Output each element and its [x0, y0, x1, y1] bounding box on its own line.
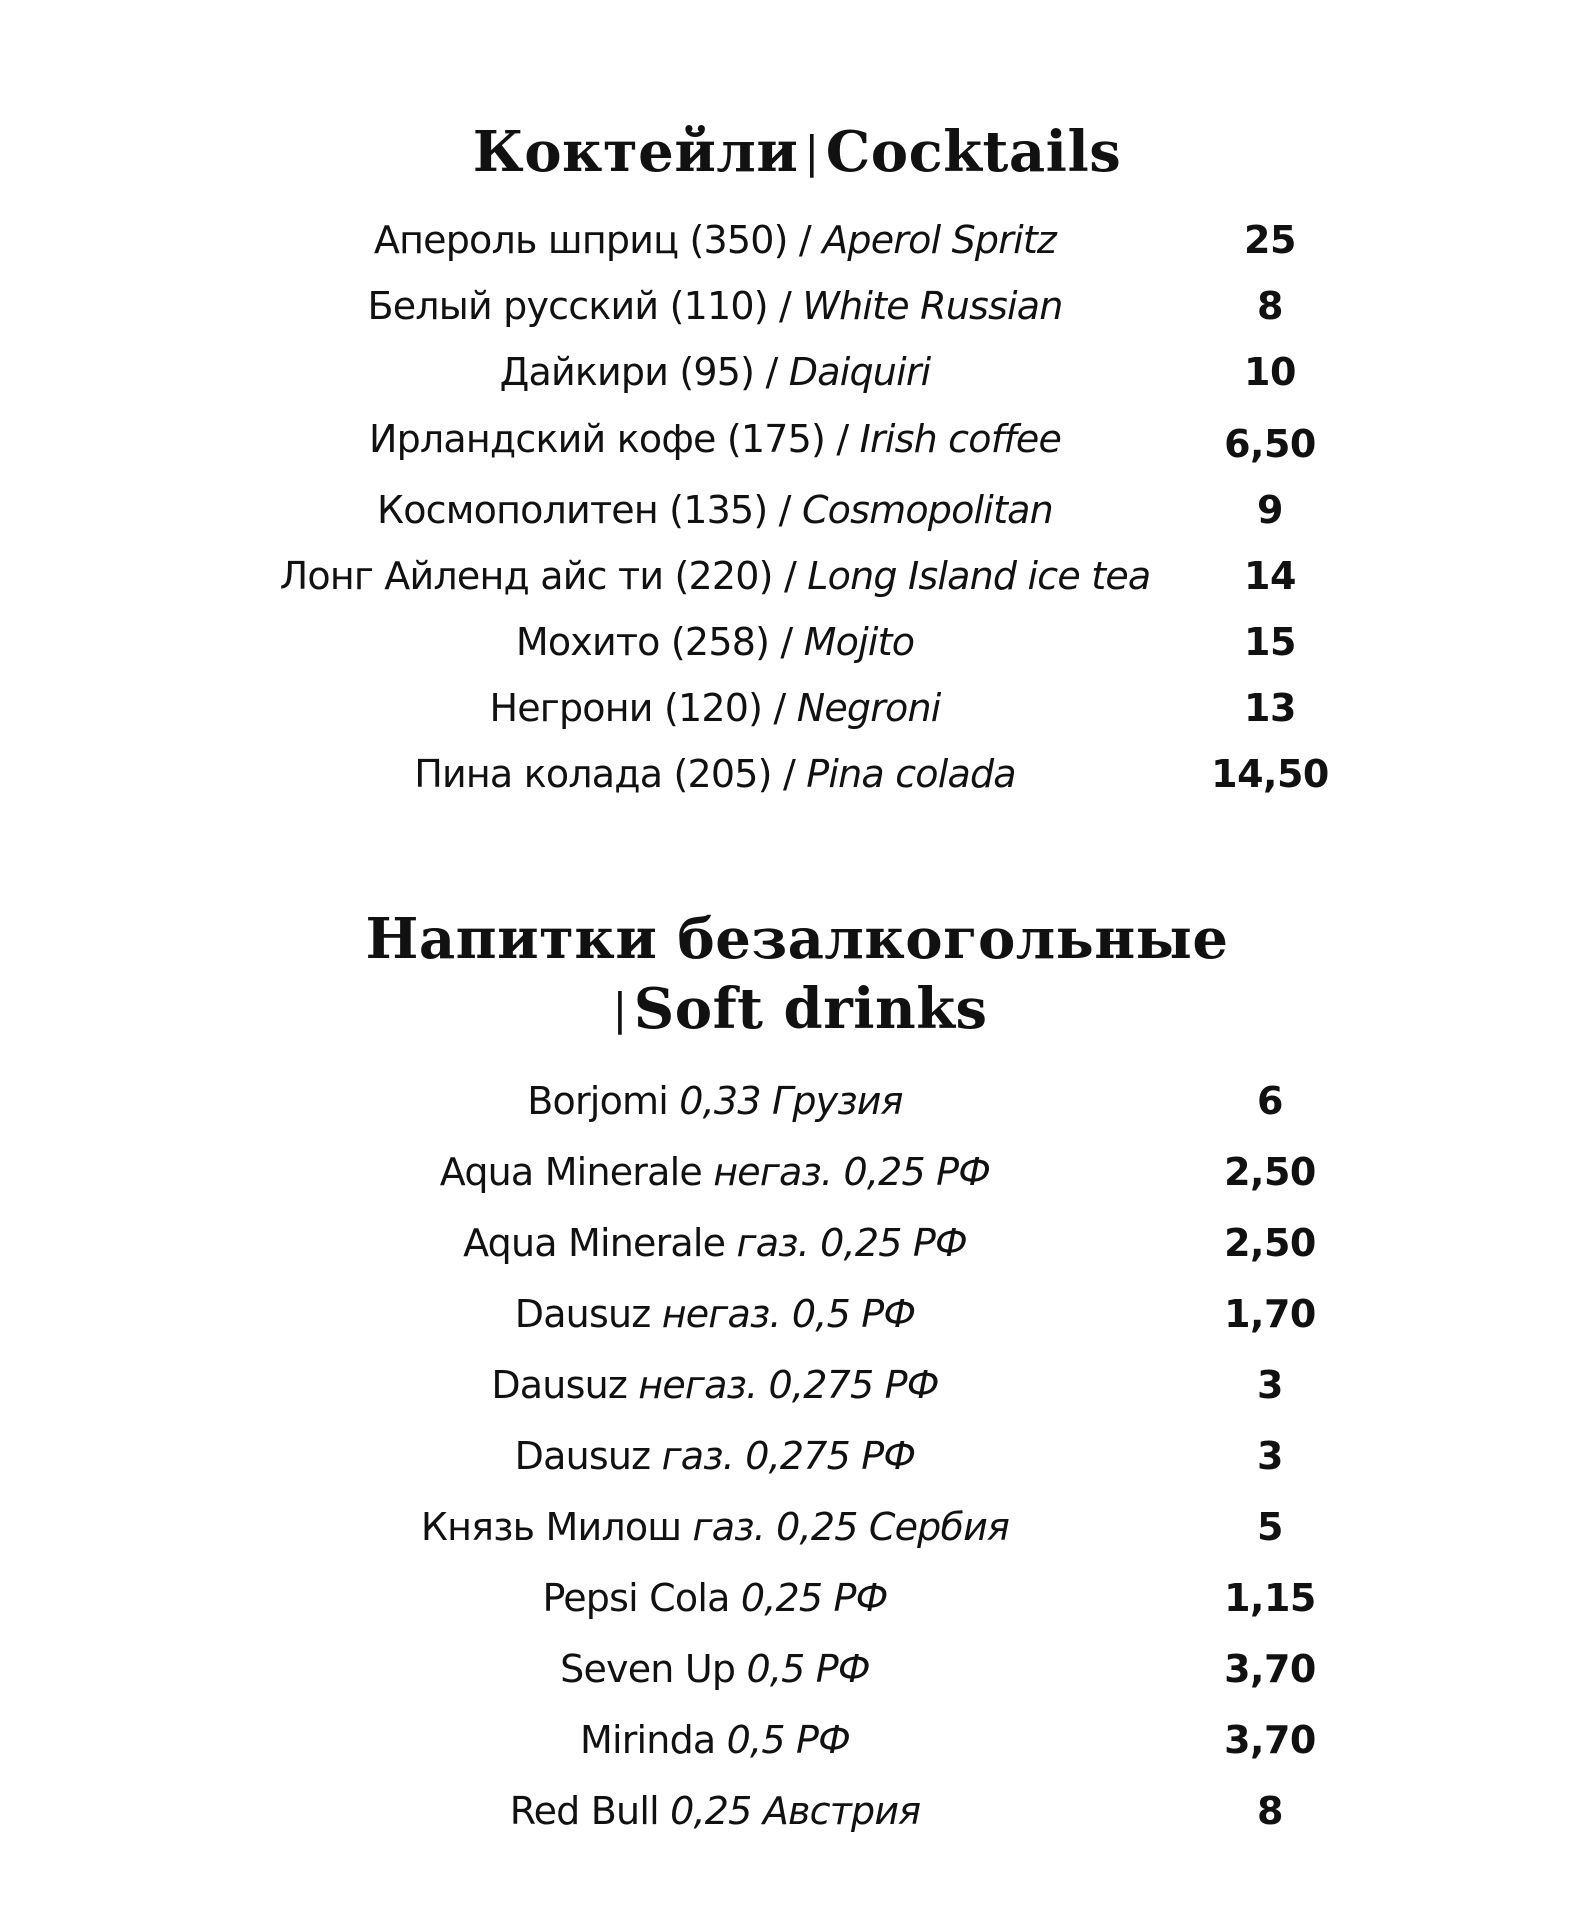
- cocktail-row: [0, 612, 1594, 672]
- cocktail-name-en: Pina colada: [806, 752, 1016, 796]
- cocktail-row: [0, 744, 1594, 804]
- soft-drink-detail: 0,5 РФ: [726, 1718, 851, 1762]
- soft-drink-brand: Dausuz: [514, 1434, 651, 1478]
- cocktail-price: 15: [1244, 620, 1296, 664]
- soft-drink-detail: 0,25 Австрия: [670, 1789, 921, 1833]
- soft-drink-row: [0, 1142, 1594, 1202]
- soft-drink-price: 5: [1257, 1505, 1283, 1549]
- cocktail-name-en: Irish coffee: [859, 417, 1062, 461]
- cocktail-name-en: Negroni: [796, 686, 941, 730]
- soft-drink-brand: Borjomi: [527, 1079, 668, 1123]
- cocktail-name-ru: Белый русский (110) /: [367, 284, 792, 328]
- soft-drink-brand: Mirinda: [579, 1718, 716, 1762]
- soft-drink-brand: Князь Милош: [420, 1505, 682, 1549]
- cocktail-name-ru: Космополитен (135) /: [377, 488, 791, 532]
- soft-drink-row: [0, 1284, 1594, 1344]
- soft-drink-detail: негаз. 0,5 РФ: [661, 1292, 916, 1336]
- cocktail-row: [0, 342, 1594, 402]
- soft-drinks-heading: [0, 903, 1594, 975]
- cocktail-name-ru: Ирландский кофе (175) /: [368, 417, 849, 461]
- cocktail-row: [0, 276, 1594, 336]
- cocktail-name-ru: Лонг Айленд айс ти (220) /: [279, 554, 796, 598]
- cocktail-price: 8: [1257, 284, 1283, 328]
- soft-drink-row: [0, 1497, 1594, 1557]
- cocktails-heading: [0, 116, 1594, 189]
- soft-drink-brand: Dausuz: [491, 1363, 628, 1407]
- cocktail-row: [0, 678, 1594, 738]
- cocktail-price: 14: [1244, 554, 1296, 598]
- soft-drink-price: 3,70: [1224, 1718, 1316, 1762]
- heading-separator: |: [612, 984, 628, 1035]
- soft-drink-row: [0, 1639, 1594, 1699]
- soft-drink-brand: Red Bull: [509, 1789, 659, 1833]
- soft-drink-detail: газ. 0,25 Сербия: [692, 1505, 1010, 1549]
- soft-drink-price: 2,50: [1224, 1221, 1316, 1265]
- soft-drink-detail: 0,25 РФ: [740, 1576, 888, 1620]
- soft-drink-row: [0, 1213, 1594, 1273]
- cocktail-name-ru: Апероль шприц (350) /: [373, 218, 811, 262]
- soft-drinks-title-ru: Напитки безалкогольные: [365, 906, 1229, 972]
- soft-drink-brand: Aqua Minerale: [439, 1150, 702, 1194]
- soft-drink-price: 1,70: [1224, 1292, 1316, 1336]
- soft-drink-detail: негаз. 0,25 РФ: [713, 1150, 991, 1194]
- cocktail-price: 14,50: [1211, 752, 1329, 796]
- soft-drink-brand: Pepsi Cola: [542, 1576, 730, 1620]
- cocktail-row: [0, 210, 1594, 270]
- cocktail-name-en: White Russian: [802, 284, 1063, 328]
- cocktail-name-en: Cosmopolitan: [801, 488, 1053, 532]
- cocktail-row: [0, 480, 1594, 540]
- cocktail-name-ru: Пина колада (205) /: [414, 752, 795, 796]
- soft-drink-row: [0, 1071, 1594, 1131]
- soft-drink-row: [0, 1355, 1594, 1415]
- cocktail-name-en: Aperol Spritz: [822, 218, 1057, 262]
- soft-drink-price: 1,15: [1224, 1576, 1316, 1620]
- cocktail-price: 6,50: [1224, 422, 1316, 466]
- soft-drinks-title-en: Soft drinks: [633, 976, 988, 1042]
- cocktail-price: 25: [1244, 218, 1296, 262]
- soft-drink-detail: газ. 0,25 РФ: [736, 1221, 967, 1265]
- soft-drink-price: 8: [1257, 1789, 1283, 1833]
- cocktail-price: 10: [1244, 350, 1296, 394]
- soft-drink-row: [0, 1710, 1594, 1770]
- cocktail-price: 13: [1244, 686, 1296, 730]
- soft-drink-brand: Aqua Minerale: [463, 1221, 726, 1265]
- cocktail-row: [0, 546, 1594, 606]
- soft-drink-detail: негаз. 0,275 РФ: [638, 1363, 939, 1407]
- cocktail-name-en: Long Island ice tea: [807, 554, 1151, 598]
- soft-drink-price: 3: [1257, 1363, 1283, 1407]
- cocktails-title-ru: Коктейли: [472, 119, 799, 185]
- soft-drink-price: 2,50: [1224, 1150, 1316, 1194]
- soft-drink-row: [0, 1426, 1594, 1486]
- soft-drink-brand: Dausuz: [514, 1292, 651, 1336]
- soft-drink-brand: Seven Up: [560, 1647, 736, 1691]
- cocktail-name-ru: Мохито (258) /: [515, 620, 793, 664]
- heading-separator: |: [804, 127, 820, 178]
- cocktail-price: 9: [1257, 488, 1283, 532]
- soft-drink-price: 3: [1257, 1434, 1283, 1478]
- cocktail-row: [0, 409, 1594, 469]
- cocktail-name-ru: Дайкири (95) /: [499, 350, 778, 394]
- soft-drink-detail: 0,33 Грузия: [679, 1079, 903, 1123]
- cocktail-name-ru: Негрони (120) /: [489, 686, 786, 730]
- soft-drink-detail: 0,5 РФ: [746, 1647, 870, 1691]
- soft-drink-row: [0, 1781, 1594, 1841]
- soft-drink-detail: газ. 0,275 РФ: [661, 1434, 916, 1478]
- soft-drink-row: [0, 1568, 1594, 1628]
- soft-drinks-heading-line2: [0, 973, 1594, 1046]
- soft-drink-price: 6: [1257, 1079, 1283, 1123]
- cocktail-name-en: Mojito: [803, 620, 915, 664]
- soft-drink-price: 3,70: [1224, 1647, 1316, 1691]
- cocktail-name-en: Daiquiri: [788, 350, 931, 394]
- cocktails-title-en: Cocktails: [825, 119, 1122, 185]
